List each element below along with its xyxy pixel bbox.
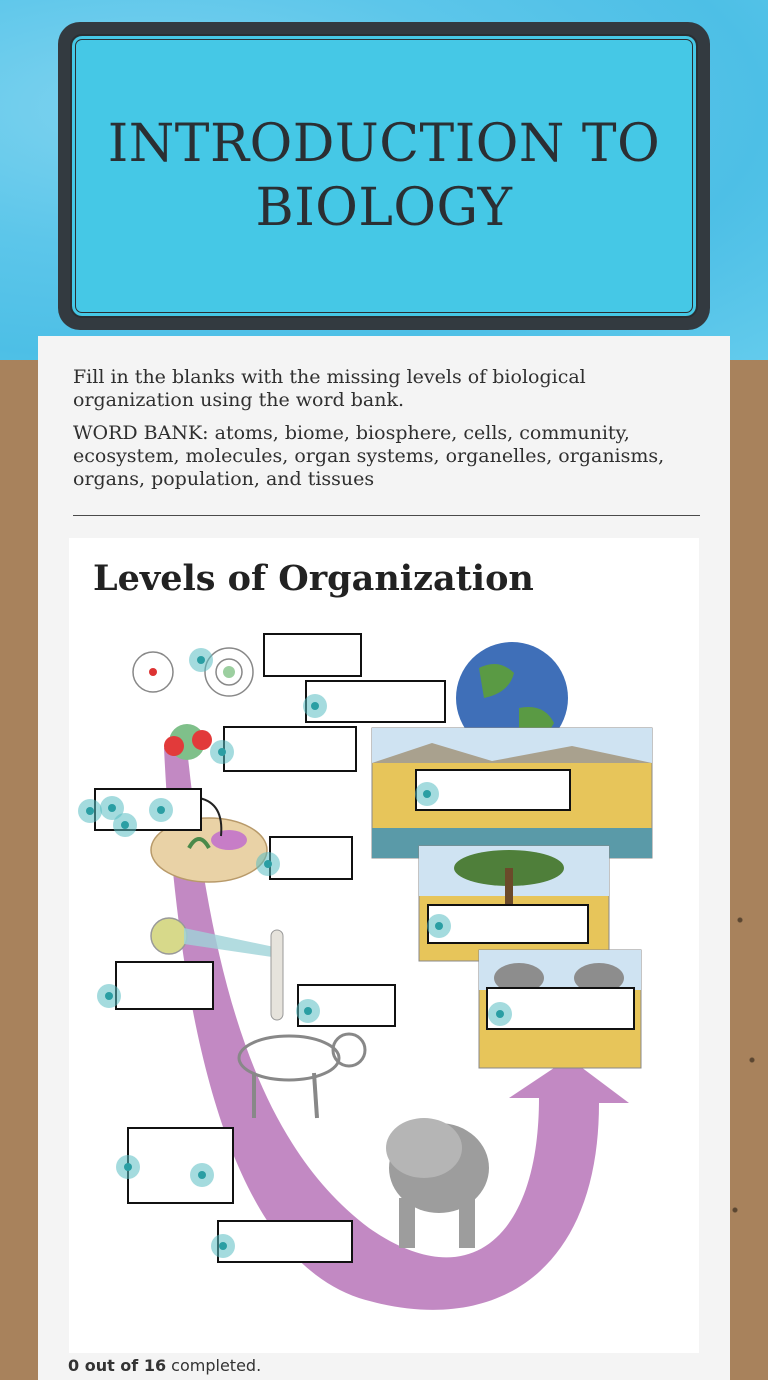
hotspot-dot[interactable] <box>189 648 213 672</box>
hotspot-dot[interactable] <box>116 1155 140 1179</box>
hotspot-dot[interactable] <box>256 852 280 876</box>
blank-tissues[interactable] <box>115 961 214 1010</box>
hotspot-dot[interactable] <box>427 914 451 938</box>
hotspot-dot[interactable] <box>211 1234 235 1258</box>
blank-molecules-2[interactable] <box>223 726 357 772</box>
elephant-icon <box>386 1118 489 1248</box>
hotspot-dot[interactable] <box>415 782 439 806</box>
instructions <box>73 366 703 501</box>
blank-cells[interactable] <box>269 836 353 880</box>
hotspot-dot[interactable] <box>488 1002 512 1026</box>
figure-title: Levels of Organization <box>93 558 534 599</box>
blank-atoms[interactable] <box>263 633 362 677</box>
blank-organ-systems[interactable] <box>127 1127 234 1204</box>
hotspot-dot[interactable] <box>296 999 320 1023</box>
worksheet-panel <box>38 336 730 1380</box>
progress-status <box>68 1356 261 1375</box>
divider <box>73 515 700 516</box>
word-bank: WORD BANK: atoms, biome, biosphere, cells, community, ecosystem, molecules, organ systems, organelles, organisms, organs, population, and tissues <box>73 422 665 490</box>
instruction-prompt: Fill in the blanks with the missing levels of biological organization using the word bank. <box>73 366 586 411</box>
hotspot-dot[interactable] <box>303 694 327 718</box>
hotspot-dot[interactable] <box>78 799 102 823</box>
hotspot-dot[interactable] <box>210 740 234 764</box>
blank-organisms[interactable] <box>217 1220 353 1263</box>
title-inner <box>70 34 698 318</box>
hotspot-dot[interactable] <box>113 813 137 837</box>
hotspot-dot[interactable] <box>97 984 121 1008</box>
page-title: INTRODUCTION TO BIOLOGY <box>107 114 661 238</box>
figure-illustration <box>69 538 699 1353</box>
hotspot-dot[interactable] <box>190 1163 214 1187</box>
title-card <box>58 22 710 330</box>
hotspot-dot[interactable] <box>149 798 173 822</box>
molecule-icon <box>164 724 212 760</box>
blank-biome[interactable] <box>427 904 589 944</box>
progress-suffix: completed. <box>166 1356 262 1375</box>
progress-count: 0 out of 16 <box>68 1356 167 1375</box>
levels-figure <box>69 538 699 1353</box>
